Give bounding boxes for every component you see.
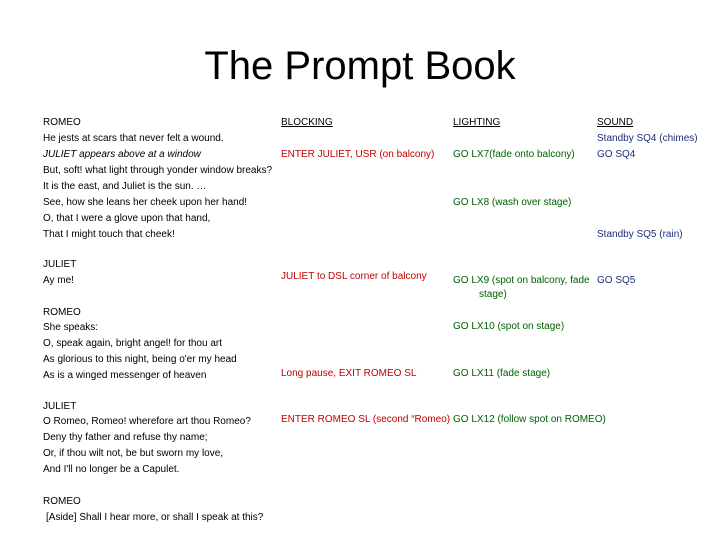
lighting-cue: GO LX9 (spot on balcony, fade [453, 275, 590, 286]
speaker-romeo: ROMEO [43, 496, 81, 507]
lighting-cue: GO LX8 (wash over stage) [453, 197, 572, 208]
script-line: O, that I were a glove upon that hand, [43, 213, 211, 224]
sound-cue: GO SQ5 [597, 275, 636, 286]
blocking-header: BLOCKING [281, 117, 333, 128]
script-line: As glorious to this night, being o'er my head [43, 354, 237, 365]
speaker-juliet: JULIET [43, 401, 77, 412]
sound-cue: Standby SQ4 (chimes) [597, 133, 698, 144]
sound-cue: GO SQ4 [597, 149, 636, 160]
script-line: It is the east, and Juliet is the sun. … [43, 181, 207, 192]
blocking-cue: Long pause, EXIT ROMEO SL [281, 368, 417, 379]
sound-header: SOUND [597, 117, 634, 128]
lighting-cue: GO LX7(fade onto balcony) [453, 149, 575, 160]
script-line: He jests at scars that never felt a wound. [43, 133, 224, 144]
sound-cue: Standby SQ5 (rain) [597, 229, 683, 240]
page-title: The Prompt Book [204, 44, 516, 88]
lighting-cue: GO LX12 (follow spot on ROMEO) [453, 414, 606, 425]
script-line: [Aside] Shall I hear more, or shall I speak at this? [46, 512, 264, 523]
script-line: She speaks: [43, 322, 99, 333]
blocking-cue: JULIET to DSL corner of balcony [281, 271, 427, 282]
script-line: O Romeo, Romeo! wherefore art thou Romeo? [43, 416, 251, 427]
script-line: And I'll no longer be a Capulet. [43, 464, 180, 475]
lighting-header: LIGHTING [453, 117, 501, 128]
script-line: Deny thy father and refuse thy name; [43, 432, 208, 443]
script-line: Or, if thou wilt not, be but sworn my love, [43, 448, 224, 459]
blocking-cue: ENTER JULIET, USR (on balcony) [281, 149, 435, 160]
speaker-juliet: JULIET [43, 259, 77, 270]
lighting-cue-continued: stage) [479, 289, 507, 300]
speaker-romeo: ROMEO [43, 117, 81, 128]
script-line: O, speak again, bright angel! for thou art [43, 338, 222, 349]
script-line: As is a winged messenger of heaven [43, 370, 207, 381]
script-line: That I might touch that cheek! [43, 229, 175, 240]
blocking-cue: ENTER ROMEO SL (second “Romeo) [281, 414, 451, 425]
lighting-cue: GO LX10 (spot on stage) [453, 321, 565, 332]
speaker-romeo: ROMEO [43, 307, 81, 318]
script-line: But, soft! what light through yonder window breaks? [43, 165, 273, 176]
script-line: Ay me! [43, 275, 74, 286]
lighting-cue: GO LX11 (fade stage) [453, 368, 551, 379]
stage-direction: JULIET appears above at a window [43, 149, 201, 160]
script-line: See, how she leans her cheek upon her hand! [43, 197, 248, 208]
